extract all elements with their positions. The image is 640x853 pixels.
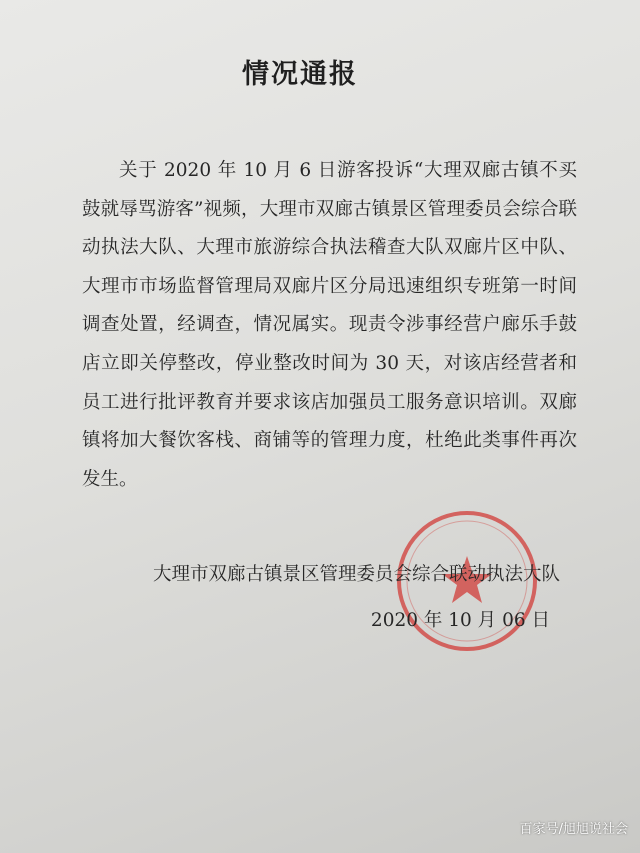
signature-date: 2020 年 10 月 06 日 xyxy=(370,610,550,631)
document-title: 情况通报 xyxy=(242,59,358,90)
notice-paragraph: 关于 2020 年 10 月 6 日游客投诉“大理双廊古镇不买鼓就辱骂游客”视频，大理市双廊古镇景区管理委员会综合联动执法大队、大理市旅游综合执法稽查大队双廊片区中队、大理市市场监督管理局双廊片区分局迅速组织专班第一时间调查处置，经调查，情况属实。现责令涉事经营户廊乐手鼓店立即关停整改，停业整改时间为 30 天，对该店经营者和员工进行批评教育并要求该店加强员工服务意识培训。双廊镇将加大餐饮客栈、商铺等的管理力度，杜绝此类事件再次发生。 xyxy=(82,160,577,490)
signature-organization: 大理市双廊古镇景区管理委员会综合联动执法大队 xyxy=(152,564,560,585)
source-watermark: 百家号/旭旭说社会 xyxy=(519,822,628,837)
